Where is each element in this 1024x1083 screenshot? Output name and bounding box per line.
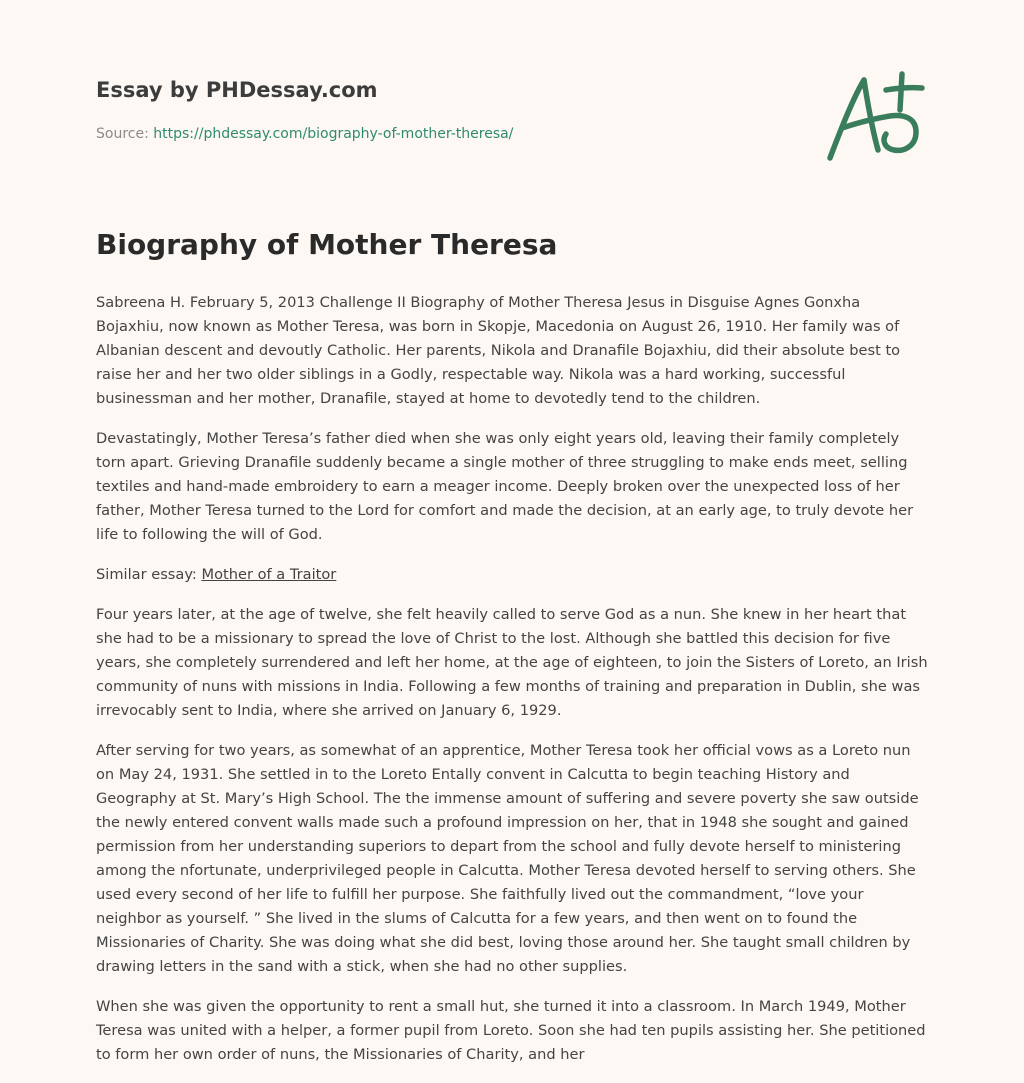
source-link[interactable]: https://phdessay.com/biography-of-mother-theresa/ [153, 126, 514, 142]
a-plus-logo-icon [820, 66, 930, 166]
article [96, 224, 932, 1083]
paragraph-5: When she was given the opportunity to rent a small hut, she turned it into a classroom. In March 1949, Mother Teresa was united with a helper, a former pupil from Loreto. Soon she had ten pupils assisting her. She petitioned to form her own order of nuns, the Missionaries of Charity, and her [96, 998, 926, 1063]
site-title: Essay by PHDessay.com [96, 78, 378, 102]
paragraph-2: Devastatingly, Mother Teresa’s father died when she was only eight years old, leaving their family completely torn apart. Grieving Dranafile suddenly became a single mother of three struggling to make ends meet, selling textiles and hand-made embroidery to earn a meager income. Deeply broken over the unexpected loss of her father, Mother Teresa turned to the Lord for comfort and made the decision, at an early age, to truly devote her life to following the will of God. [96, 430, 914, 543]
header [96, 76, 796, 144]
source-line [96, 124, 796, 144]
similar-essay [96, 563, 932, 587]
similar-essay-link[interactable]: Mother of a Traitor [201, 566, 337, 583]
paragraph-1: Sabreena H. February 5, 2013 Challenge II Biography of Mother Theresa Jesus in Disguise Agnes Gonxha Bojaxhiu, now known as Mother Teresa, was born in Skopje, Macedonia on August 26, 1910. Her family was of Albanian descent and devoutly Catholic. Her parents, Nikola and Dranafile Bojaxhiu, did their absolute best to raise her and her two older siblings in a Godly, respectable way. Nikola was a hard working, successful businessman and her mother, Dranafile, stayed at home to devotedly tend to the children. [96, 294, 901, 407]
article-title: Biography of Mother Theresa [96, 228, 558, 261]
source-label: Source: [96, 126, 154, 142]
paragraph-4: After serving for two years, as somewhat of an apprentice, Mother Teresa took her official vows as a Loreto nun on May 24, 1931. She settled in to the Loreto Entally convent in Calcutta to begin teaching History and Geography at St. Mary’s High School. The the immense amount of suffering and severe poverty she saw outside the newly entered convent walls made such a profound impression on her, that in 1948 she sought and gained permission from her understanding superiors to depart from the school and fully devote herself to ministering among the nfortunate, underprivileged people in Calcutta. Mother Teresa devoted herself to serving others. She used every second of her life to fulfill her purpose. She faithfully lived out the commandment, “love your neighbor as yourself. ” She lived in the slums of Calcutta for a few years, and then went on to found the Missionaries of Charity. She was doing what she did best, loving those around her. She taught small children by drawing letters in the sand with a stick, when she had no other supplies. [96, 742, 919, 975]
similar-essay-label: Similar essay: [96, 566, 202, 583]
paragraph-3: Four years later, at the age of twelve, she felt heavily called to serve God as a nun. She knew in her heart that she had to be a missionary to spread the love of Christ to the lost. Although she battled this decision for five years, she completely surrendered and left her home, at the age of eighteen, to join the Sisters of Loreto, an Irish community of nuns with missions in India. Following a few months of training and preparation in Dublin, she was irrevocably sent to India, where she arrived on January 6, 1929. [96, 606, 928, 719]
